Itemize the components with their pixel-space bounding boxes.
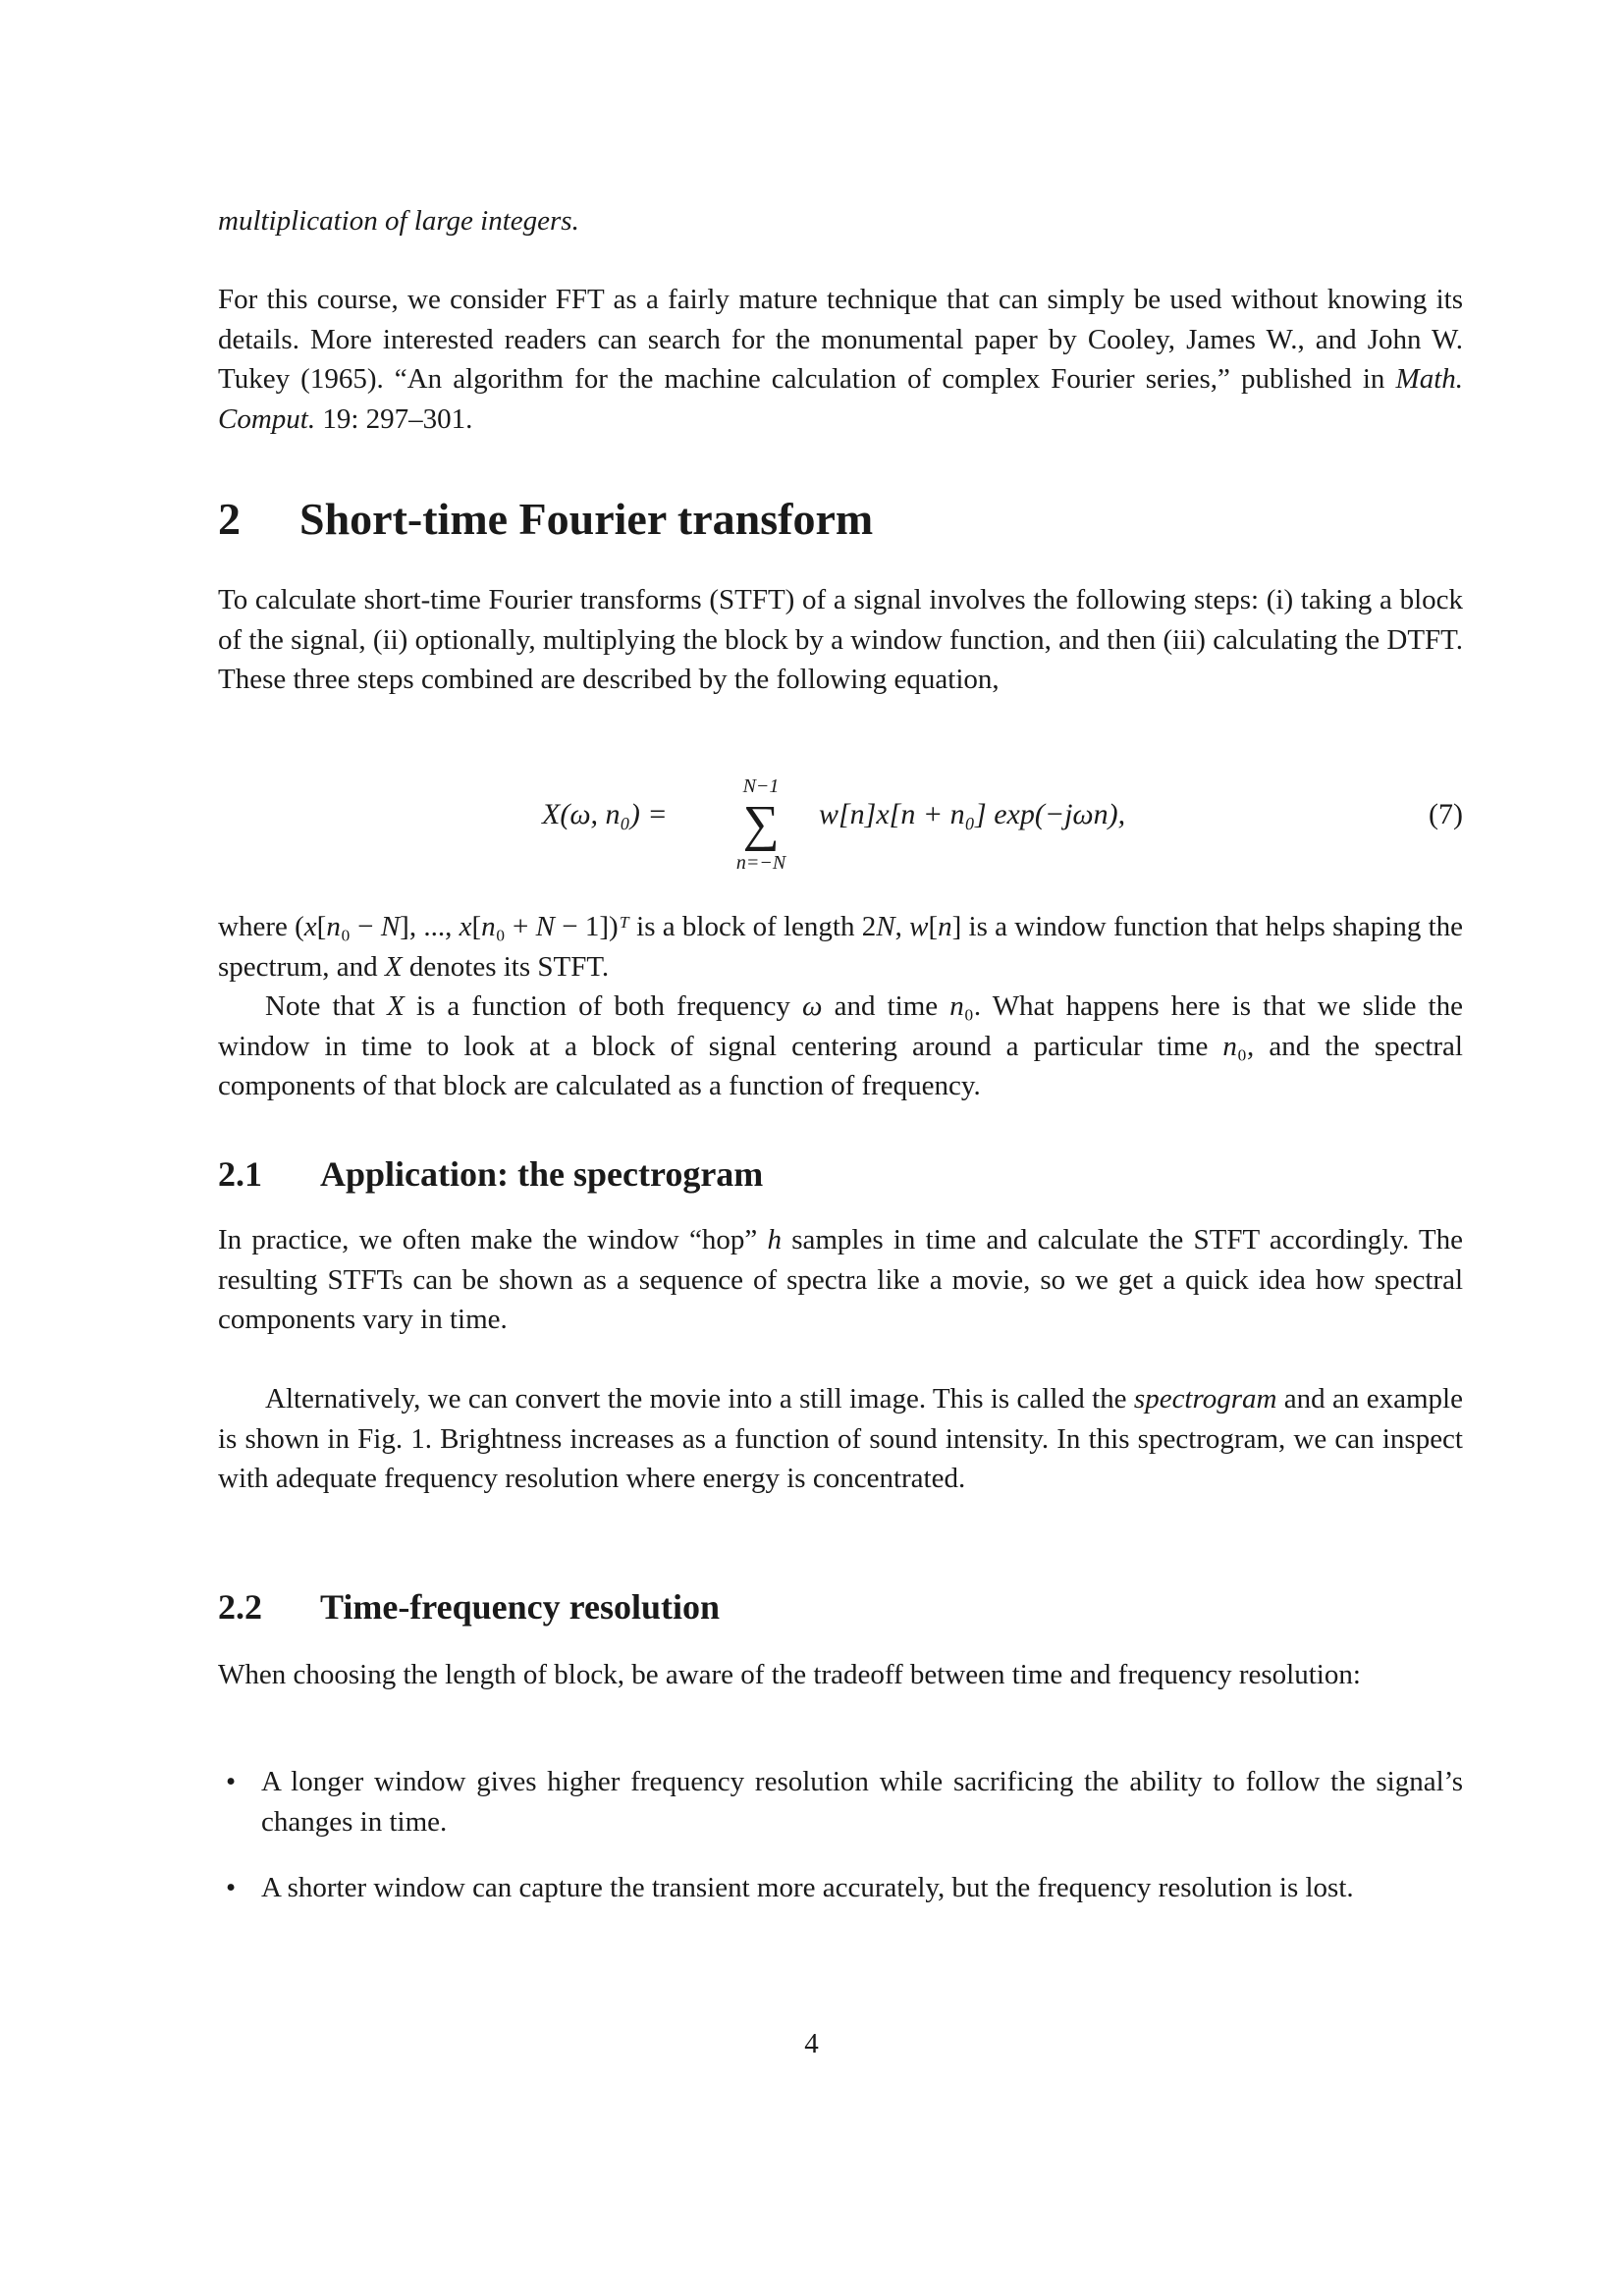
italic-text: N: [876, 911, 895, 942]
text-run: samples in time and calculate the STFT accordingly. The resulting STFTs can be shown as a sequence of spectra like a movie, so we get a quick idea how spectral components vary in time.: [218, 1224, 1463, 1335]
italic-text: spectrogram: [1133, 1383, 1277, 1415]
list-item: [218, 1868, 1463, 1908]
bullet-icon: •: [226, 1766, 237, 1797]
text-run: ₀, and the spectral components of that block are calculated as a function of frequency.: [218, 1030, 1463, 1101]
text-run: ₀. What happens here is that we slide the window in time to look at a block of signal centering around a particular time: [218, 990, 1463, 1062]
section-number: 2.1: [218, 1154, 262, 1194]
text-run: ], ...,: [400, 911, 460, 942]
italic-text: w: [909, 911, 929, 942]
text-run: [: [471, 911, 482, 942]
section-2-1-heading: [218, 1153, 763, 1195]
equation-number: (7): [1429, 798, 1463, 830]
text-run: is a block of length 2: [628, 911, 877, 942]
italic-text: h: [767, 1224, 782, 1255]
summation: [717, 775, 805, 874]
text-run: [: [928, 911, 939, 942]
text-run: is a function of both frequency: [404, 990, 803, 1022]
text-run: ] is a window function that helps shaping the spectrum, and: [218, 911, 1464, 983]
list-item: [218, 1762, 1463, 1842]
section-number: 2.2: [218, 1587, 262, 1627]
text-run: ,: [894, 911, 910, 942]
text-run: Alternatively, we can convert the movie into a still image. This is called the: [265, 1383, 1134, 1415]
where-paragraph: [218, 907, 1463, 987]
note-paragraph: [218, 987, 1463, 1106]
text-run: For this course, we consider FFT as a fairly mature technique that can simply be used without knowing its details. More interested readers can search for the monumental paper by Cooley, James W., and John W. Tukey (1965). “An algorithm for the machine calculation of complex Fourier series,” published in: [218, 284, 1463, 395]
text-run: denotes its STFT.: [402, 950, 610, 983]
italic-text: X: [384, 950, 403, 983]
spectrogram-paragraph: [218, 1379, 1463, 1499]
section-number: 2: [218, 494, 241, 544]
italic-text: X: [387, 990, 405, 1022]
italic-text: n: [481, 911, 496, 942]
list-item-text: A longer window gives higher frequency resolution while sacrificing the ability to follow the signal’s changes in time.: [261, 1766, 1463, 1838]
italic-text: x: [303, 911, 317, 942]
page-number: 4: [804, 2028, 819, 2059]
italic-text: Math. Comput.: [218, 363, 1463, 435]
text-run: and time: [822, 990, 950, 1022]
text-run: When choosing the length of block, be aware of the tradeoff between time and frequency resolution:: [218, 1659, 1361, 1690]
italic-text: N: [535, 911, 555, 942]
text-run: To calculate short-time Fourier transforms (STFT) of a signal involves the following steps: (i) taking a block of the signal, (ii) optionally, multiplying the block by a window function, and then (iii) calculating the DTFT. These three steps combined are described by the following equation,: [218, 584, 1463, 695]
text-run: Note that: [265, 990, 388, 1022]
hop-paragraph: [218, 1220, 1463, 1340]
italic-text: n: [1222, 1030, 1237, 1062]
tradeoff-paragraph: [218, 1655, 1463, 1695]
text-run: ₀ +: [495, 911, 536, 942]
italic-text: multiplication of large integers.: [218, 205, 579, 237]
text-run: ₀ −: [340, 911, 381, 942]
section-title: Short-time Fourier transform: [299, 494, 874, 544]
text-run: where (: [218, 911, 304, 942]
sum-lower-limit: n=−N: [735, 852, 786, 874]
equation-7: [218, 766, 1463, 874]
text-run: − 1]): [554, 911, 619, 942]
section-title: Time-frequency resolution: [320, 1587, 720, 1627]
equation-rhs: w[n]x[n + n₀] exp(−jωn),: [819, 798, 1126, 830]
text-run: and an example is shown in Fig. 1. Brightness increases as a function of sound intensity. In this spectrogram, we can inspect with adequate frequency resolution where energy is concentrated.: [218, 1383, 1463, 1494]
list-item-text: A shorter window can capture the transient more accurately, but the frequency resolution is lost.: [261, 1872, 1354, 1903]
text-run: 19: 297–301.: [315, 402, 473, 435]
stft-intro-paragraph: [218, 580, 1463, 700]
text-run: In practice, we often make the window “hop”: [218, 1224, 768, 1255]
italic-text: n: [326, 911, 341, 942]
italic-text: ᵀ: [618, 911, 629, 942]
italic-text: x: [459, 911, 472, 942]
sigma-symbol: ∑: [742, 796, 780, 852]
section-title: Application: the spectrogram: [320, 1154, 764, 1194]
tradeoff-list: [218, 1762, 1463, 1935]
text-run: [: [316, 911, 327, 942]
section-2-heading: [218, 493, 873, 545]
bullet-icon: •: [226, 1872, 237, 1903]
italic-text: n: [949, 990, 964, 1022]
fft-paragraph: [218, 280, 1463, 439]
italic-text: ω: [802, 990, 823, 1022]
italic-text: N: [380, 911, 401, 942]
italic-text: n: [938, 911, 952, 942]
equation-lhs: X(ω, n₀) =: [542, 798, 668, 830]
carry-over-line: [218, 201, 1463, 241]
sum-upper-limit: N−1: [742, 775, 780, 797]
section-2-2-heading: [218, 1586, 720, 1628]
